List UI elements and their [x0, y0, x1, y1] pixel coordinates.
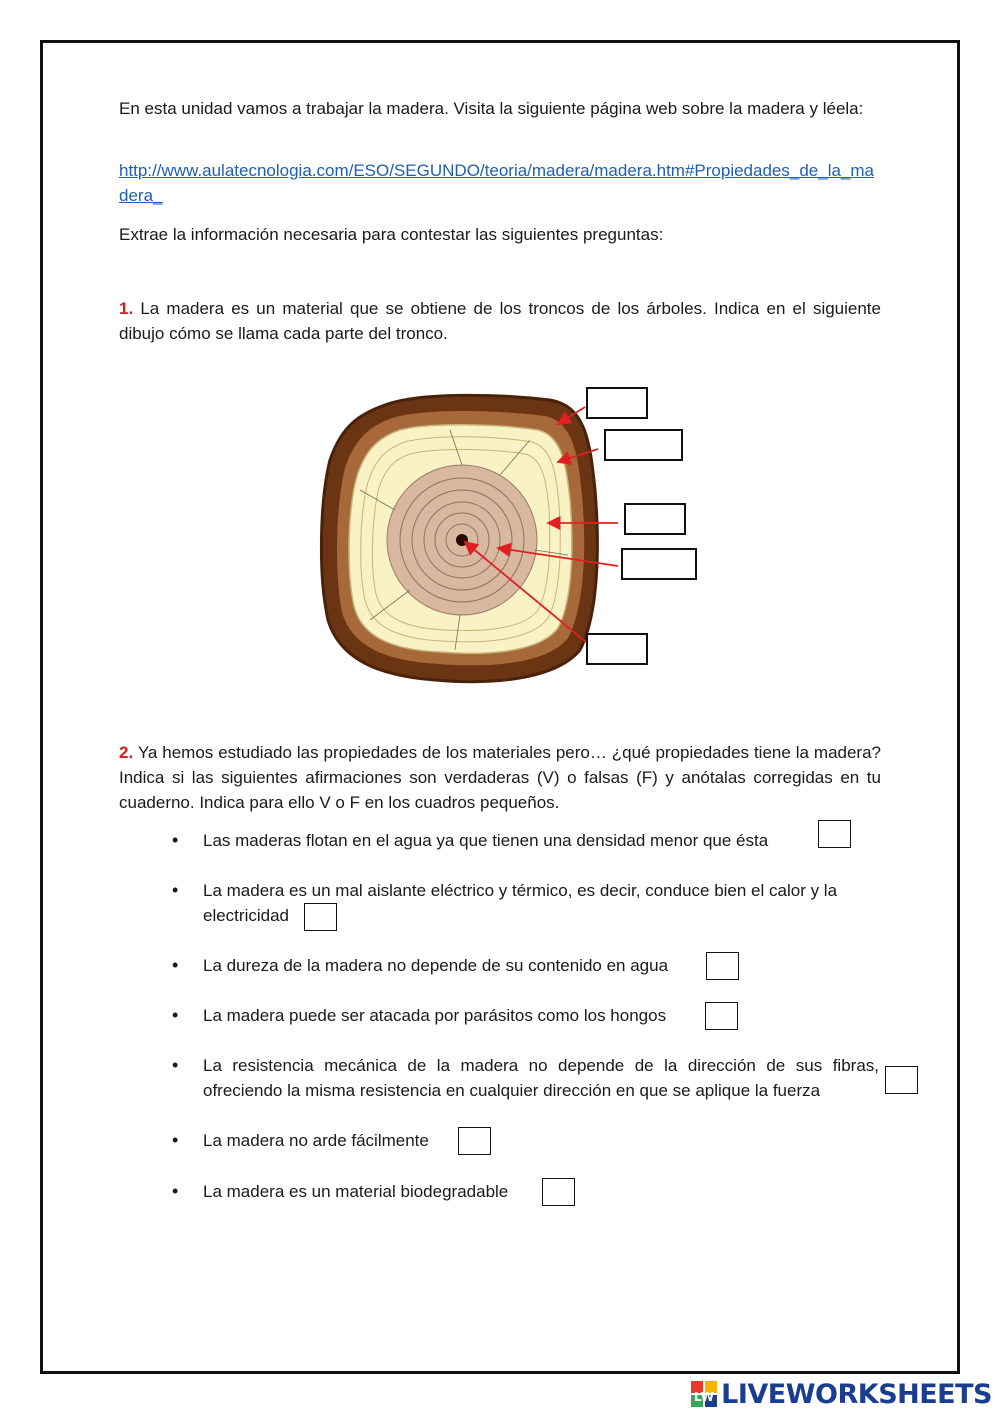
question-1-text: La madera es un material que se obtiene de los troncos de los árboles. Indica en el siguiente dibujo cómo se llama cada parte del tronco. [119, 299, 881, 343]
label-box-cambium[interactable] [605, 430, 682, 460]
answer-box-3[interactable] [706, 952, 739, 980]
tree-trunk-diagram [300, 380, 720, 700]
answer-box-7[interactable] [542, 1178, 575, 1206]
answer-box-4[interactable] [705, 1002, 738, 1030]
answer-box-2[interactable] [304, 903, 337, 931]
website-link[interactable]: http://www.aulatecnologia.com/ESO/SEGUNDO/teoria/madera/madera.htm#Propiedades_de_la_madera_ [119, 161, 874, 205]
list-item [172, 1179, 882, 1204]
question-2-number: 2. [119, 743, 134, 762]
intro-section [119, 96, 881, 121]
pith [456, 534, 468, 546]
statement-text: La madera no arde fácilmente [203, 1131, 429, 1150]
list-item [172, 1003, 882, 1028]
label-box-bark[interactable] [587, 388, 647, 418]
intro-text: En esta unidad vamos a trabajar la madera. Visita la siguiente página web sobre la madera y léela: [119, 99, 864, 118]
question-1 [119, 296, 881, 346]
instruction-text: Extrae la información necesaria para contestar las siguientes preguntas: [119, 225, 664, 244]
instruction-section [119, 222, 881, 247]
svg-text:LW: LW [694, 1390, 715, 1404]
statement-text: La madera es un material biodegradable [203, 1182, 509, 1201]
answer-box-5[interactable] [885, 1066, 918, 1094]
answer-box-6[interactable] [458, 1127, 491, 1155]
liveworksheets-logo[interactable] [691, 1378, 992, 1410]
label-box-sapwood[interactable] [625, 504, 685, 534]
bullet-icon: • [172, 955, 179, 975]
bullet-icon: • [172, 880, 179, 900]
bullet-icon: • [172, 1181, 179, 1201]
liveworksheets-logo-icon [691, 1381, 717, 1407]
statement-text: Las maderas flotan en el agua ya que tienen una densidad menor que ésta [203, 831, 769, 850]
label-box-pith[interactable] [587, 634, 647, 664]
question-2 [119, 740, 881, 815]
statement-text: La resistencia mecánica de la madera no depende de la dirección de sus fibras, ofreciendo la misma resistencia en cualquier dirección en que se aplique la fuerza [203, 1056, 879, 1100]
statement-text: La madera puede ser atacada por parásitos como los hongos [203, 1006, 667, 1025]
list-item [172, 828, 882, 853]
list-item [172, 878, 882, 928]
bullet-icon: • [172, 1130, 179, 1150]
question-2-text: Ya hemos estudiado las propiedades de los materiales pero… ¿qué propiedades tiene la madera? Indica si las siguientes afirmaciones son verdaderas (V) o falsas (F) y anótalas corregidas en tu cuaderno. Indica para ello V o F en los cuadros pequeños. [119, 743, 881, 812]
question-1-number: 1. [119, 299, 134, 318]
answer-box-1[interactable] [818, 820, 851, 848]
list-item [172, 1053, 879, 1103]
statement-text: La dureza de la madera no depende de su contenido en agua [203, 956, 669, 975]
url-section [119, 158, 881, 208]
bullet-icon: • [172, 1005, 179, 1025]
liveworksheets-logo-text: LIVEWORKSHEETS [721, 1378, 992, 1410]
bullet-icon: • [172, 830, 179, 850]
list-item [172, 953, 882, 978]
statement-text: La madera es un mal aislante eléctrico y térmico, es decir, conduce bien el calor y la electricidad [203, 881, 838, 925]
list-item [172, 1128, 882, 1153]
bullet-icon: • [172, 1055, 179, 1075]
label-box-heartwood[interactable] [622, 549, 696, 579]
